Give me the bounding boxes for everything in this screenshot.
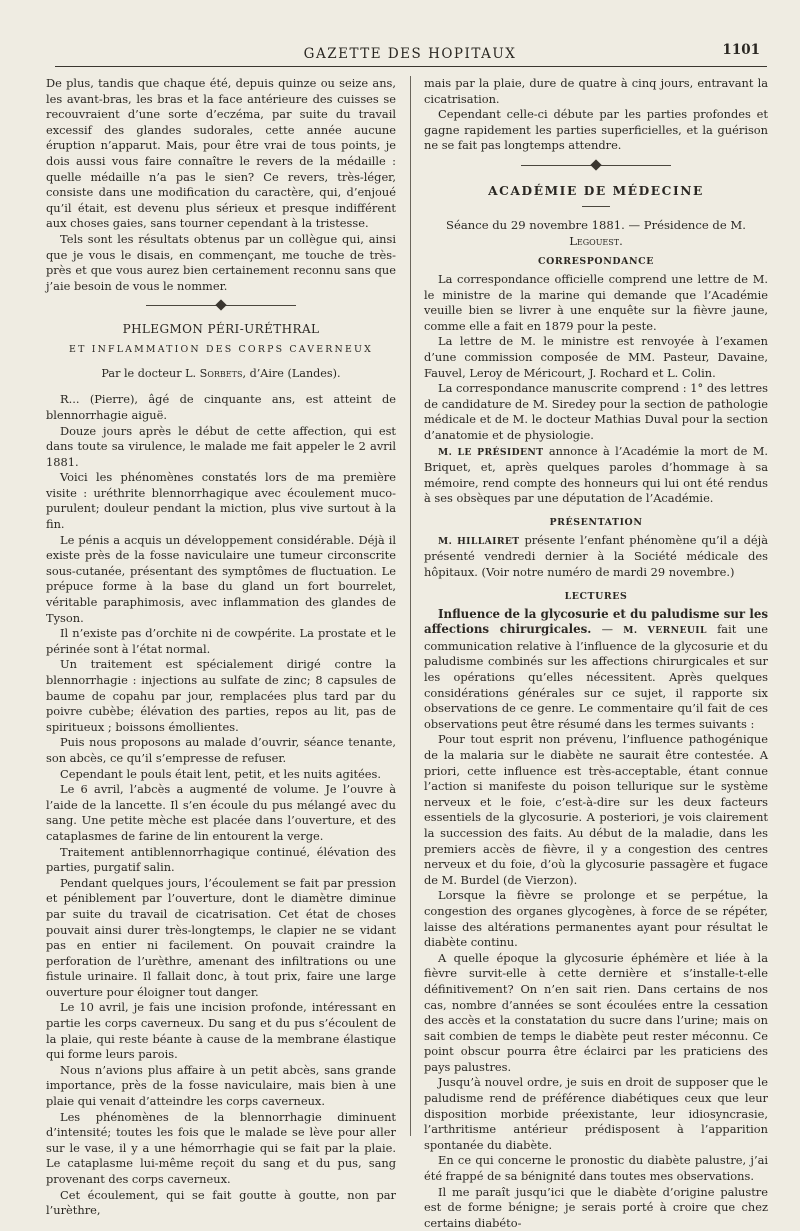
article-subtitle: ET INFLAMMATION DES CORPS CAVERNEUX: [69, 344, 373, 356]
lecture-intro-paragraph: [424, 607, 768, 733]
president-announcement: [424, 444, 768, 507]
article-paragraph: Nous n’avions plus affaire à un petit abcès, sans grande importance, près de la fosse naviculaire, mais bien à une plaie qui venait d’atteindre les corps caverneux.: [46, 1062, 396, 1109]
running-head: [60, 42, 760, 66]
session-line: [424, 217, 768, 249]
presentation-paragraph: [424, 533, 768, 581]
correspondence-paragraph: La lettre de M. le ministre est renvoyée à l’examen d’une commission composée de MM. Pasteur, Davaine, Fauvel, Leroy de Méricourt, J. Rochard et L. Colin.: [424, 334, 768, 380]
byline-prefix: Par le docteur L.: [101, 367, 200, 381]
column-divider: [410, 76, 411, 1136]
article-paragraph: Cet écoulement, qui se fait goutte à goutte, non par l’urèthre,: [46, 1187, 396, 1218]
lecture-paragraph: A quelle époque la glycosurie éphémère et liée à la fièvre survit-elle à cette dernière et s’installe-t-elle définitivement? On n’en sait rien. Dans certains de nos cas, nombre d’années se sont écoulées entre la cessation des accès et la constatation du sucre dans l’urine; mais on sait combien de temps le diabète peut rester méconnu. Ce point obscur pourra être éclairci par les praticiens des pays palustres.: [424, 950, 768, 1074]
speaker-name: M. VERNEUIL: [623, 625, 707, 637]
section-separator: [424, 154, 768, 176]
correspondence-paragraph: La correspondance officielle comprend une lettre de M. le ministre de la marine qui demande que l’Académie veuille bien se livrer à une enquête sur la fièvre jaune, comme elle a fait en 1879 pour la peste.: [424, 271, 768, 333]
article-paragraph: Voici les phénomènes constatés lors de ma première visite : uréthrite blennorrhagique avec écoulement muco-purulent; douleur pendant la miction, plus vive surtout à la fin.: [46, 470, 396, 532]
article-paragraph: Traitement antiblennorrhagique continué, élévation des parties, purgatif salin.: [46, 844, 396, 875]
lectures-heading: LECTURES: [564, 590, 628, 602]
page-number: 1101: [722, 42, 760, 58]
article-paragraph: Le 10 avril, je fais une incision profonde, intéressant en partie les corps caverneux. Du sang et du pus s’écoulent de la plaie, qui reste béante à cause de la membrane élastique qui forme leurs parois.: [46, 1000, 396, 1062]
speaker-name: M. LE PRÉSIDENT: [438, 446, 544, 458]
lecture-paragraph: Il me paraît jusqu’ici que le diabète d’origine palustre est de forme bénigne; je serais porté à croire que chez certains diabéto-: [424, 1184, 768, 1230]
continued-paragraph: mais par la plaie, dure de quatre à cinq jours, entravant la cicatrisation.: [424, 76, 768, 106]
academy-section-title: ACADÉMIE DE MÉDECINE: [488, 183, 704, 198]
lecture-paragraph: Jusqu’à nouvel ordre, je suis en droit de supposer que le paludisme rend de préférence diabétiques ceux que leur disposition morbide préexistante, leur idiosyncrasie, l’arthritisme antérieur prédisposent à l’apparition spontanée du diabète.: [424, 1075, 768, 1152]
article-paragraph: Le 6 avril, l’abcès a augmenté de volume. Je l’ouvre à l’aide de la lancette. Il s’en écoule du pus mélangé avec du sang. Une petite mèche est placée dans l’ouverture, et des cataplasmes de farine de lin entourent la verge.: [46, 782, 396, 843]
session-president: Legouest: [569, 233, 620, 248]
article-paragraph: Pendant quelques jours, l’écoulement se fait par pression et péniblement par l’ouverture, dont le diamètre diminue par suite du travail de cicatrisation. Cet état de choses pouvait ainsi durer très-longtemps, le clapier ne se vidant pas en entier ni facilement. On pouvait craindre la perforation de l’urèthre, amenant des infiltrations ou une fistule urinaire. Il fallait donc, à tout prix, faire une large ouverture pour éloigner tout danger.: [46, 875, 396, 999]
lecture-title: Influence de la glycosurie et du paludisme sur les affections chirurgicales.: [424, 606, 768, 637]
right-column: [424, 76, 768, 1231]
intro-paragraph: Tels sont les résultats obtenus par un collègue qui, ainsi que je vous le disais, en commençant, me touche de très-près et que vous aurez bien certainement reconnu sans que j’aie besoin de vous le nommer.: [46, 231, 396, 293]
article-paragraph: Les phénomènes de la blennorrhagie diminuent d’intensité; toutes les fois que le malade se lève pour aller sur le vase, il y a une hémorrhagie qui se fait par la plaie. Le cataplasme lui-même reçoit du sang et du pus, sang provenant des corps caverneux.: [46, 1109, 396, 1186]
article-paragraph: Le pénis a acquis un développement considérable. Déjà il existe près de la fosse naviculaire une tumeur circonscrite sous-cutanée, présentant des symptômes de fluctuation. Le prépuce forme à la base du gland un fort bourrelet, véritable paraphimosis, avec inflammation des glandes de Tyson.: [46, 532, 396, 625]
article-paragraph: Un traitement est spécialement dirigé contre la blennorrhagie : injections au sulfate de zinc; 8 capsules de baume de copahu par jour, remplacées plus tard par du poivre cubèbe; élévation des parties, repos au lit, pas de spiritueux ; boissons émollientes.: [46, 657, 396, 734]
correspondence-paragraph: La correspondance manuscrite comprend : 1° des lettres de candidature de M. Siredey pour la section de pathologie médicale et de M. le docteur Mathias Duval pour la section d’anatomie et de physiologie.: [424, 381, 768, 442]
byline-suffix: , d’Aire (Landes).: [242, 367, 341, 381]
session-suffix: .: [619, 233, 623, 248]
article-paragraph: Douze jours après le début de cette affection, qui est dans toute sa virulence, le malade me fait appeler le 2 avril 1881.: [46, 423, 396, 469]
journal-title: GAZETTE DES HOPITAUX: [303, 46, 517, 62]
presentation-heading: PRÉSENTATION: [549, 516, 643, 528]
session-prefix: Séance du 29 novembre 1881. — Présidence de M.: [446, 217, 746, 232]
presentation-text: présente l’enfant phénomène qu’il a déjà présenté vendredi dernier à la Société médicale des hôpitaux. (Voir notre numéro de mardi 29 novembre.): [424, 532, 768, 580]
lecture-paragraph: Lorsque la fièvre se prolonge et se perpétue, la congestion des organes glycogènes, à force de se répéter, laisse des altérations permanentes ayant pour résultat le diabète continu.: [424, 888, 768, 950]
announcement-text: annonce à l’Académie la mort de M. Briquet, et, après quelques paroles d’hommage à sa mémoire, rend compte des honneurs qui lui ont été rendus à ses obsèques par une députation de l’Académie.: [424, 443, 768, 506]
article-paragraph: Cependant le pouls était lent, petit, et les nuits agitées.: [60, 766, 382, 781]
speaker-name: M. HILLAIRET: [438, 535, 520, 547]
correspondence-heading: CORRESPONDANCE: [538, 255, 654, 267]
article-paragraph: Puis nous proposons au malade d’ouvrir, séance tenante, son abcès, ce qu’il s’empresse de refuser.: [46, 735, 396, 765]
article-title: PHLEGMON PÉRI-URÉTHRAL: [122, 322, 320, 337]
header-rule: [55, 66, 767, 67]
section-separator: [46, 294, 396, 316]
short-rule: [582, 206, 610, 207]
lecture-paragraph: Pour tout esprit non prévenu, l’influence pathogénique de la malaria sur le diabète ne saurait être contestée. A priori, cette influence est très-acceptable, étant connue l’action si manifeste du poison tellurique sur le système nerveux et le foie, c’est-à-dire sur les deux facteurs essentiels de la glycosurie. A posteriori, je vois clairement la succession des faits. Au début de la maladie, dans les premiers accès de fièvre, il y a congestion des centres nerveux et du foie, d’où la glycosurie passagère et fugace de M. Burdel (de Vierzon).: [424, 732, 768, 887]
left-column: [46, 76, 396, 1219]
article-paragraph: R... (Pierre), âgé de cinquante ans, est atteint de blennorrhagie aiguë.: [46, 392, 396, 422]
author-name: Sorbets: [199, 367, 243, 381]
lecture-dash: —: [591, 622, 624, 637]
lecture-text: fait une communication relative à l’influence de la glycosurie et du paludisme combinés sur les affections chirurgicales et sur les opérations qu’elles nécessitent. Après quelques considérations générales sur ce sujet, il rapporte six observations de ce genre. Le commentaire qu’il fait de ces observations peut être résumé dans les termes suivants :: [424, 622, 769, 731]
intro-paragraph: De plus, tandis que chaque été, depuis quinze ou seize ans, les avant-bras, les bras et la face antérieure des cuisses se recouvraient d’une sorte d’eczéma, par suite du travail excessif des glandes sudorales, cette année aucune éruption n’apparut. Mais, pour être vrai de tous points, je dois aussi vous faire connaître le revers de la médaille : quelle médaille n’a pas le sien? Ce revers, très-léger, consiste dans une modification du caractère, qui, d’enjoué qu’il était, est devenu plus sérieux et presque indifférent aux choses gaies, sans tourner cependant à la tristesse.: [46, 76, 396, 231]
lecture-paragraph: En ce qui concerne le pronostic du diabète palustre, j’ai été frappé de sa bénignité dans toutes mes observations.: [424, 1153, 768, 1184]
article-byline: [46, 366, 396, 382]
article-paragraph: Il n’existe pas d’orchite ni de cowpérite. La prostate et le périnée sont à l’état normal.: [46, 626, 396, 656]
continued-paragraph: Cependant celle-ci débute par les parties profondes et gagne rapidement les parties superficielles, et la guérison ne se fait pas longtemps attendre.: [424, 107, 768, 153]
